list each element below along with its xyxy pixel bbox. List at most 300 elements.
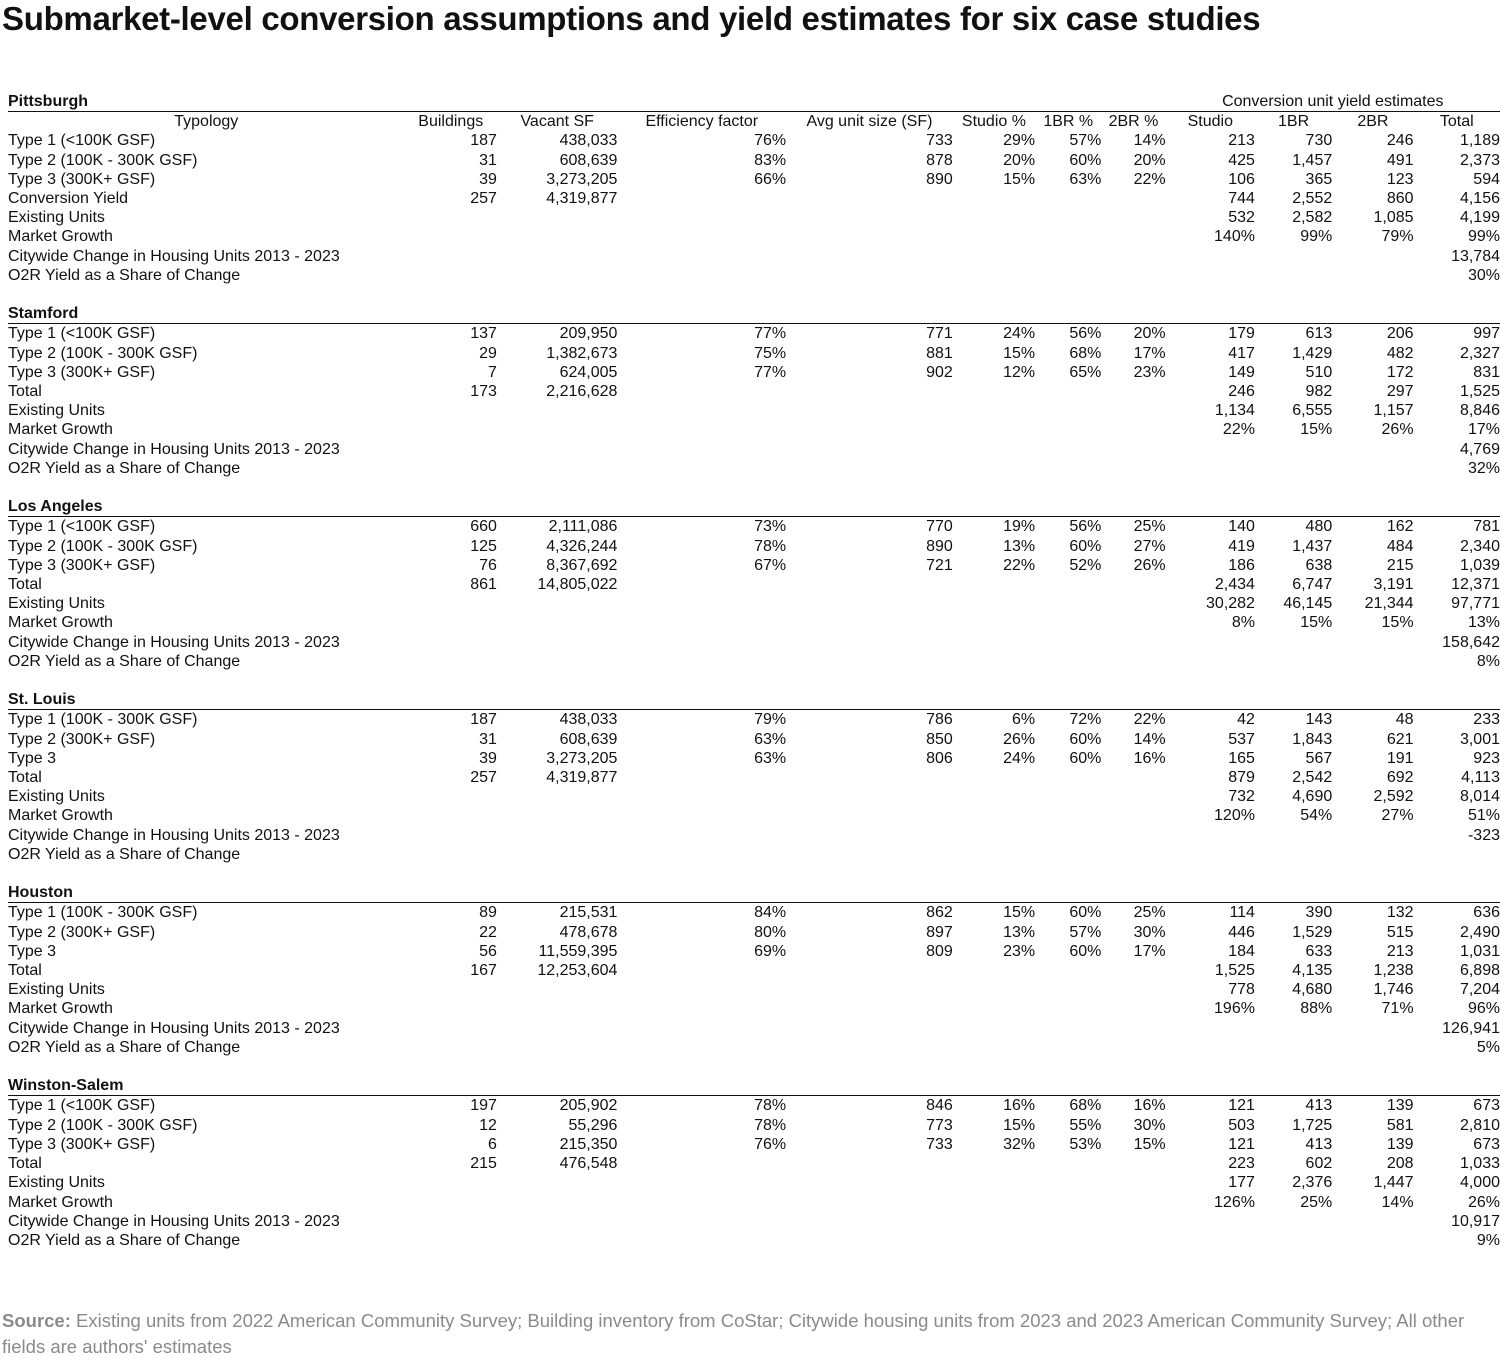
table-cell <box>1101 440 1165 459</box>
column-header: 2BR % <box>1101 112 1165 132</box>
table-cell: 4,199 <box>1459 209 1500 227</box>
table-cell <box>786 208 953 227</box>
table-cell <box>1035 999 1101 1018</box>
table-row <box>8 652 1500 671</box>
table-cell: 32% <box>1003 1135 1036 1153</box>
table-cell <box>1101 382 1165 401</box>
table-cell <box>953 999 1035 1018</box>
spacer-cell <box>8 864 1500 883</box>
table-cell <box>786 1038 953 1057</box>
table-row <box>8 845 1500 864</box>
table-cell: 10,917 <box>1451 1212 1500 1230</box>
table-cell <box>617 459 786 478</box>
table-cell: 13% <box>1467 614 1500 632</box>
table-cell: 624,005 <box>559 363 618 381</box>
row-label: Type 2 (100K - 300K GSF) <box>8 151 198 169</box>
table-cell <box>953 1193 1035 1212</box>
table-cell: 84% <box>617 903 786 923</box>
table-cell <box>953 1019 1035 1038</box>
table-cell <box>786 1154 953 1173</box>
table-cell: 16% <box>1133 749 1166 767</box>
table-cell: 786 <box>786 710 953 730</box>
table-cell <box>786 787 953 806</box>
table-cell: 60% <box>1069 942 1102 960</box>
table-cell: 3,273,205 <box>546 170 618 188</box>
table-cell: 2,552 <box>1292 190 1333 208</box>
table-cell <box>1035 1154 1101 1173</box>
table-cell <box>1166 652 1255 671</box>
table-cell <box>953 1154 1035 1173</box>
table-cell: 476,548 <box>559 1155 618 1173</box>
table-cell: 78% <box>754 1116 787 1134</box>
table-cell <box>786 768 953 787</box>
table-cell <box>1166 459 1255 478</box>
table-cell: 638 <box>1305 556 1333 574</box>
table-cell: 63% <box>754 749 787 767</box>
row-label: O2R Yield as a Share of Change <box>8 652 241 670</box>
table-cell: 22 <box>479 923 497 941</box>
table-cell: 76% <box>754 132 787 150</box>
table-cell <box>405 1038 497 1057</box>
table-cell <box>497 980 617 999</box>
table-cell: 3,273,205 <box>546 749 618 767</box>
table-cell: 15% <box>1300 421 1333 439</box>
table-cell: 890 <box>926 537 953 555</box>
table-cell: 140 <box>1166 517 1255 537</box>
table-cell: 13% <box>1003 923 1036 941</box>
column-header: Total <box>1414 112 1500 132</box>
table-cell: 608,639 <box>559 151 618 169</box>
table-row <box>8 633 1500 652</box>
table-cell: 125 <box>470 537 497 555</box>
table-cell <box>1101 1212 1165 1231</box>
table-cell: 187 <box>470 132 497 150</box>
table-row <box>8 459 1500 478</box>
table-cell <box>1255 652 1332 671</box>
table-cell: 2,340 <box>1459 537 1500 555</box>
table-cell: 186 <box>1228 556 1255 574</box>
table-cell: 2,216,628 <box>546 383 618 401</box>
table-cell: 413 <box>1305 1135 1333 1153</box>
table-cell <box>786 227 953 246</box>
table-cell <box>405 459 497 478</box>
table-cell <box>1101 1231 1165 1250</box>
table-row <box>8 903 1500 923</box>
table-cell: 2,434 <box>1214 576 1255 594</box>
section-spacer <box>8 671 1500 690</box>
city-header-row <box>8 1076 1500 1096</box>
table-cell <box>405 633 497 652</box>
table-cell <box>1101 633 1165 652</box>
table-cell <box>405 806 497 825</box>
city-header-row <box>8 883 1500 903</box>
table-cell <box>497 247 617 266</box>
row-label: Existing Units <box>8 1174 105 1192</box>
table-cell <box>617 420 786 439</box>
table-row <box>8 266 1500 285</box>
table-row <box>8 401 1500 420</box>
table-cell <box>1035 382 1101 401</box>
table-cell <box>953 787 1035 806</box>
table-cell: 55% <box>1069 1116 1102 1134</box>
table-cell: 65% <box>1069 363 1102 381</box>
table-cell: 20% <box>1133 151 1166 169</box>
table-cell: 482 <box>1386 344 1414 362</box>
table-cell: 878 <box>926 151 953 169</box>
table-cell <box>786 633 953 652</box>
table-cell <box>786 980 953 999</box>
section-spacer <box>8 864 1500 883</box>
row-label: Type 1 (100K - 300K GSF) <box>8 903 405 923</box>
table-cell: 215 <box>470 1155 497 1173</box>
table-cell: 744 <box>1228 190 1255 208</box>
table-cell: 123 <box>1386 170 1414 188</box>
table-cell <box>786 826 953 845</box>
table-cell: 77% <box>754 363 787 381</box>
row-label: Citywide Change in Housing Units 2013 - 2023 <box>8 247 340 265</box>
table-cell <box>953 189 1035 208</box>
table-cell: 71% <box>1381 1000 1414 1018</box>
table-cell: 1,429 <box>1292 344 1333 362</box>
table-cell <box>617 247 786 266</box>
row-label: Existing Units <box>8 209 105 227</box>
table-cell: 99% <box>1300 228 1333 246</box>
yield-table <box>8 92 1500 1250</box>
table-cell <box>617 1231 786 1250</box>
table-cell <box>405 1193 497 1212</box>
table-cell <box>953 613 1035 632</box>
table-cell: 2,810 <box>1459 1116 1500 1134</box>
column-header: 2BR <box>1332 112 1413 132</box>
table-cell: 54% <box>1300 807 1333 825</box>
table-cell <box>405 1231 497 1250</box>
table-row <box>8 1096 1500 1116</box>
table-cell <box>1101 980 1165 999</box>
table-cell: 721 <box>926 556 953 574</box>
table-cell: 15% <box>1003 344 1036 362</box>
table-cell: 438,033 <box>497 710 617 730</box>
table-cell <box>497 845 617 864</box>
table-cell <box>786 1173 953 1192</box>
table-cell <box>1101 961 1165 980</box>
table-row <box>8 1019 1500 1038</box>
table-cell <box>617 1038 786 1057</box>
table-cell: 12,371 <box>1451 576 1500 594</box>
table-cell <box>1035 845 1101 864</box>
table-cell: 1,033 <box>1459 1155 1500 1173</box>
table-cell <box>1035 266 1101 285</box>
table-row <box>8 923 1500 942</box>
table-cell: 613 <box>1255 324 1332 344</box>
table-cell <box>405 1212 497 1231</box>
table-cell <box>617 999 786 1018</box>
table-cell: 14% <box>1133 730 1166 748</box>
table-cell: 78% <box>754 537 787 555</box>
table-cell <box>953 633 1035 652</box>
table-cell <box>405 652 497 671</box>
table-cell: 55,296 <box>568 1116 618 1134</box>
table-cell <box>617 227 786 246</box>
table-row <box>8 768 1500 787</box>
table-cell <box>1035 826 1101 845</box>
table-cell <box>1035 652 1101 671</box>
table-cell: 31 <box>479 730 497 748</box>
table-cell <box>1166 845 1255 864</box>
table-cell: 7,204 <box>1459 981 1500 999</box>
table-cell <box>405 826 497 845</box>
table-row <box>8 517 1500 537</box>
table-cell <box>497 1231 617 1250</box>
data-tables <box>0 92 1500 1250</box>
table-cell: 79% <box>617 710 786 730</box>
row-label: Type 3 <box>8 749 57 767</box>
city-name: St. Louis <box>8 690 1500 710</box>
table-cell <box>1035 980 1101 999</box>
table-cell <box>1332 247 1413 266</box>
table-cell: 172 <box>1386 363 1414 381</box>
table-cell: 97,771 <box>1451 595 1500 613</box>
table-cell: 862 <box>786 903 953 923</box>
table-cell <box>786 1231 953 1250</box>
table-cell <box>617 401 786 420</box>
table-row <box>8 189 1500 208</box>
table-cell <box>1255 826 1332 845</box>
table-cell <box>405 980 497 999</box>
table-cell: 1,746 <box>1373 981 1414 999</box>
row-label: Type 1 (<100K GSF) <box>8 324 405 344</box>
table-cell: 96% <box>1467 1000 1500 1018</box>
table-cell <box>617 768 786 787</box>
table-cell <box>405 787 497 806</box>
table-cell <box>497 1193 617 1212</box>
row-label: Type 1 (100K - 300K GSF) <box>8 710 405 730</box>
table-cell <box>497 1038 617 1057</box>
table-row <box>8 942 1500 961</box>
table-row <box>8 420 1500 439</box>
table-cell <box>497 999 617 1018</box>
source-label: Source: <box>2 1310 71 1331</box>
table-row <box>8 440 1500 459</box>
table-cell <box>497 652 617 671</box>
table-cell <box>1166 440 1255 459</box>
table-cell: 12 <box>479 1116 497 1134</box>
row-label: Citywide Change in Housing Units 2013 - 2023 <box>8 826 340 844</box>
row-label: Total <box>8 383 42 401</box>
table-cell: 31 <box>479 151 497 169</box>
table-cell: 4,113 <box>1461 769 1500 787</box>
table-cell <box>1035 594 1101 613</box>
table-cell <box>1166 826 1255 845</box>
table-cell <box>786 806 953 825</box>
table-cell: 1,382,673 <box>546 344 618 362</box>
table-cell: 1,039 <box>1459 556 1500 574</box>
city-header-row <box>8 92 1500 112</box>
table-cell <box>1035 227 1101 246</box>
table-cell: 982 <box>1305 383 1333 401</box>
table-cell <box>1101 420 1165 439</box>
table-cell <box>1332 1212 1413 1231</box>
table-cell: 1,085 <box>1373 209 1414 227</box>
table-row <box>8 151 1500 170</box>
table-cell <box>953 1231 1035 1250</box>
table-cell <box>1255 845 1332 864</box>
table-row <box>8 227 1500 246</box>
table-cell <box>497 826 617 845</box>
table-cell: 6,555 <box>1292 402 1333 420</box>
table-row <box>8 1135 1500 1154</box>
table-cell: 537 <box>1228 730 1255 748</box>
table-cell: 4,319,877 <box>546 769 618 787</box>
table-cell <box>786 1193 953 1212</box>
table-cell: 25% <box>1101 517 1165 537</box>
table-cell <box>953 826 1035 845</box>
row-label: Market Growth <box>8 421 113 439</box>
table-cell <box>617 1173 786 1192</box>
table-cell: 32% <box>1467 459 1500 477</box>
table-cell: 48 <box>1332 710 1413 730</box>
table-cell <box>953 980 1035 999</box>
table-cell <box>405 227 497 246</box>
table-cell: 30% <box>1467 266 1500 284</box>
table-cell: 12,253,604 <box>537 962 618 980</box>
table-cell <box>786 1212 953 1231</box>
row-label: Total <box>8 962 42 980</box>
table-cell: 897 <box>926 923 953 941</box>
table-cell: 15% <box>1133 1135 1166 1153</box>
table-cell: 22% <box>1133 170 1166 188</box>
city-name: Pittsburgh <box>8 93 88 110</box>
table-cell: 1,157 <box>1373 402 1414 420</box>
table-cell: 2,373 <box>1459 151 1500 169</box>
column-header: 1BR <box>1255 112 1332 132</box>
row-label: Total <box>8 576 42 594</box>
table-cell: 413 <box>1255 1096 1332 1116</box>
table-cell <box>1166 1212 1255 1231</box>
table-cell: 861 <box>470 576 497 594</box>
table-cell: 365 <box>1305 170 1333 188</box>
table-cell: 143 <box>1255 710 1332 730</box>
table-cell <box>1101 189 1165 208</box>
table-cell <box>1101 575 1165 594</box>
table-cell: 5% <box>1476 1038 1500 1056</box>
table-cell: 179 <box>1166 324 1255 344</box>
table-cell: 581 <box>1386 1116 1414 1134</box>
table-cell: 20% <box>1003 151 1036 169</box>
table-cell: 733 <box>926 1135 953 1153</box>
table-cell <box>786 845 953 864</box>
table-cell <box>1035 247 1101 266</box>
row-label: Market Growth <box>8 807 113 825</box>
table-cell: 22% <box>1003 556 1036 574</box>
table-cell: 773 <box>926 1116 953 1134</box>
table-cell <box>1035 961 1101 980</box>
table-row <box>8 1193 1500 1212</box>
table-cell: 46,145 <box>1283 595 1333 613</box>
column-header: Buildings <box>405 112 497 132</box>
table-cell <box>497 1019 617 1038</box>
table-cell <box>617 652 786 671</box>
table-cell <box>1101 826 1165 845</box>
table-cell: 417 <box>1228 344 1255 362</box>
row-label: Existing Units <box>8 981 105 999</box>
row-label: Conversion Yield <box>8 190 129 208</box>
table-cell <box>617 440 786 459</box>
table-cell: 197 <box>405 1096 497 1116</box>
table-cell <box>497 401 617 420</box>
table-cell: 29 <box>479 344 497 362</box>
table-cell: 26% <box>1133 556 1166 574</box>
table-cell <box>1101 1173 1165 1192</box>
table-cell: 17% <box>1133 942 1166 960</box>
table-cell: 2,327 <box>1459 344 1500 362</box>
table-cell: 4,690 <box>1292 788 1333 806</box>
table-cell <box>953 806 1035 825</box>
spacer-cell <box>8 1057 1500 1076</box>
table-cell: 6,898 <box>1459 962 1500 980</box>
table-cell <box>786 247 953 266</box>
table-cell: 8,367,692 <box>546 556 618 574</box>
table-cell <box>617 1193 786 1212</box>
table-row <box>8 344 1500 363</box>
table-row <box>8 749 1500 768</box>
table-cell <box>497 633 617 652</box>
table-cell: 57% <box>1069 923 1102 941</box>
row-label: Existing Units <box>8 402 105 420</box>
table-cell: 80% <box>754 923 787 941</box>
table-cell <box>497 1212 617 1231</box>
table-cell <box>1166 1019 1255 1038</box>
table-cell: 257 <box>470 769 497 787</box>
table-cell: 223 <box>1228 1155 1255 1173</box>
table-cell: 215 <box>1386 556 1414 574</box>
table-cell: 860 <box>1386 190 1414 208</box>
table-cell: 12% <box>1003 363 1036 381</box>
table-cell <box>953 401 1035 420</box>
table-cell <box>1035 1038 1101 1057</box>
table-cell <box>1101 227 1165 246</box>
column-header: Studio % <box>953 112 1035 132</box>
table-cell: 515 <box>1386 923 1414 941</box>
table-cell <box>953 1038 1035 1057</box>
table-cell <box>1166 1038 1255 1057</box>
table-row <box>8 613 1500 632</box>
table-cell <box>405 845 497 864</box>
table-cell <box>1101 1019 1165 1038</box>
table-cell <box>617 266 786 285</box>
table-cell <box>953 652 1035 671</box>
table-cell <box>617 1019 786 1038</box>
table-cell <box>405 420 497 439</box>
table-row <box>8 806 1500 825</box>
table-cell: 732 <box>1228 788 1255 806</box>
table-cell: 29% <box>1003 132 1036 150</box>
table-row <box>8 961 1500 980</box>
table-cell: 165 <box>1228 749 1255 767</box>
row-label: O2R Yield as a Share of Change <box>8 1231 241 1249</box>
table-cell <box>1332 845 1413 864</box>
table-cell <box>1332 1038 1413 1057</box>
table-body <box>8 92 1500 1250</box>
table-cell <box>1035 1212 1101 1231</box>
table-row <box>8 787 1500 806</box>
table-cell: 19% <box>953 517 1035 537</box>
row-label: Total <box>8 1155 42 1173</box>
table-cell <box>1166 266 1255 285</box>
table-cell: 89 <box>405 903 497 923</box>
table-cell: 257 <box>470 190 497 208</box>
table-cell: 73% <box>617 517 786 537</box>
table-row <box>8 363 1500 382</box>
